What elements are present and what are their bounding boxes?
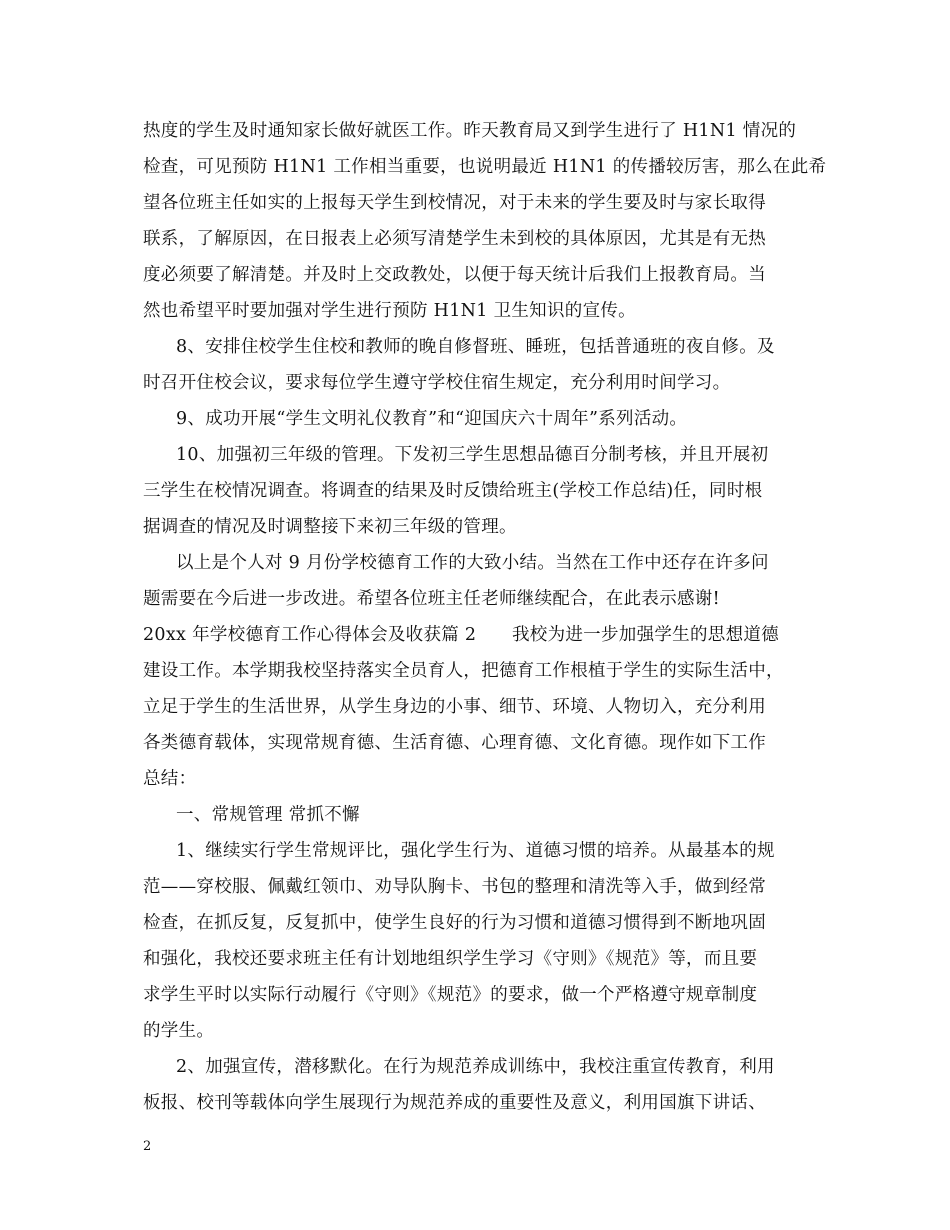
text-line: 范——穿校服、佩戴红领巾、劝导队胸卡、书包的整理和清洗等入手，做到经常	[143, 877, 766, 897]
text-line: 时召开住校会议，要求每位学生遵守学校住宿生规定，充分利用时间学习。	[143, 373, 731, 393]
text-line: 三学生在校情况调查。将调查的结果及时反馈给班主(学校工作总结)任，同时根	[143, 481, 763, 501]
text-line: 以上是个人对 9 月份学校德育工作的大致小结。当然在工作中还存在许多问	[176, 553, 769, 573]
text-line: 1、继续实行学生常规评比，强化学生行为、道德习惯的培养。从最基本的规	[176, 841, 775, 861]
text-line: 9、成功开展“学生文明礼仪教育”和“迎国庆六十周年”系列活动。	[176, 409, 688, 429]
text-line: 望各位班主任如实的上报每天学生到校情况，对于未来的学生要及时与家长取得	[143, 193, 766, 213]
text-line: 求学生平时以实际行动履行《守则》《规范》的要求，做一个严格遵守规章制度	[143, 985, 758, 1005]
text-line: 各类德育载体，实现常规育德、生活育德、心理育德、文化育德。现作如下工作	[143, 733, 766, 753]
text-line: 建设工作。本学期我校坚持落实全员育人，把德育工作根植于学生的实际生活中，	[143, 661, 784, 681]
text-line: 的学生。	[143, 1021, 215, 1041]
text-line: 10、加强初三年级的管理。下发初三学生思想品德百分制考核，并且开展初	[176, 445, 769, 465]
text-line: 热度的学生及时通知家长做好就医工作。昨天教育局又到学生进行了 H1N1 情况的	[143, 121, 797, 141]
text-line: 检查，在抓反复，反复抓中，使学生良好的行为习惯和道德习惯得到不断地巩固	[143, 913, 766, 933]
text-line: 总结：	[143, 769, 197, 789]
text-line: 据调查的情况及时调整接下来初三年级的管理。	[143, 517, 517, 537]
text-line: 和强化，我校还要求班主任有计划地组织学生学习《守则》《规范》等，而且要	[143, 949, 758, 969]
text-line: 20xx 年学校德育工作心得体会及收获篇 2 我校为进一步加强学生的思想道德	[143, 625, 779, 645]
text-line: 立足于学生的生活世界，从学生身边的小事、细节、环境、人物切入，充分利用	[143, 697, 766, 717]
text-line: 题需要在今后进一步改进。希望各位班主任老师继续配合，在此表示感谢!	[143, 589, 720, 609]
text-line: 联系，了解原因，在日报表上必须写清楚学生未到校的具体原因，尤其是有无热	[143, 229, 766, 249]
section-heading: 一、常规管理 常抓不懈	[176, 805, 360, 825]
text-line: 检查，可见预防 H1N1 工作相当重要，也说明最近 H1N1 的传播较厉害，那么在此希	[143, 157, 827, 177]
page-number: 2	[143, 1139, 152, 1154]
text-line: 板报、校刊等载体向学生展现行为规范养成的重要性及意义，利用国旗下讲话、	[143, 1093, 766, 1113]
text-line: 8、安排住校学生住校和教师的晚自修督班、睡班，包括普通班的夜自修。及	[176, 337, 775, 357]
text-line: 2、加强宣传，潜移默化。在行为规范养成训练中，我校注重宣传教育，利用	[176, 1057, 775, 1077]
text-line: 然也希望平时要加强对学生进行预防 H1N1 卫生知识的宣传。	[143, 301, 636, 321]
text-line: 度必须要了解清楚。并及时上交政教处，以便于每天统计后我们上报教育局。当	[143, 265, 766, 285]
